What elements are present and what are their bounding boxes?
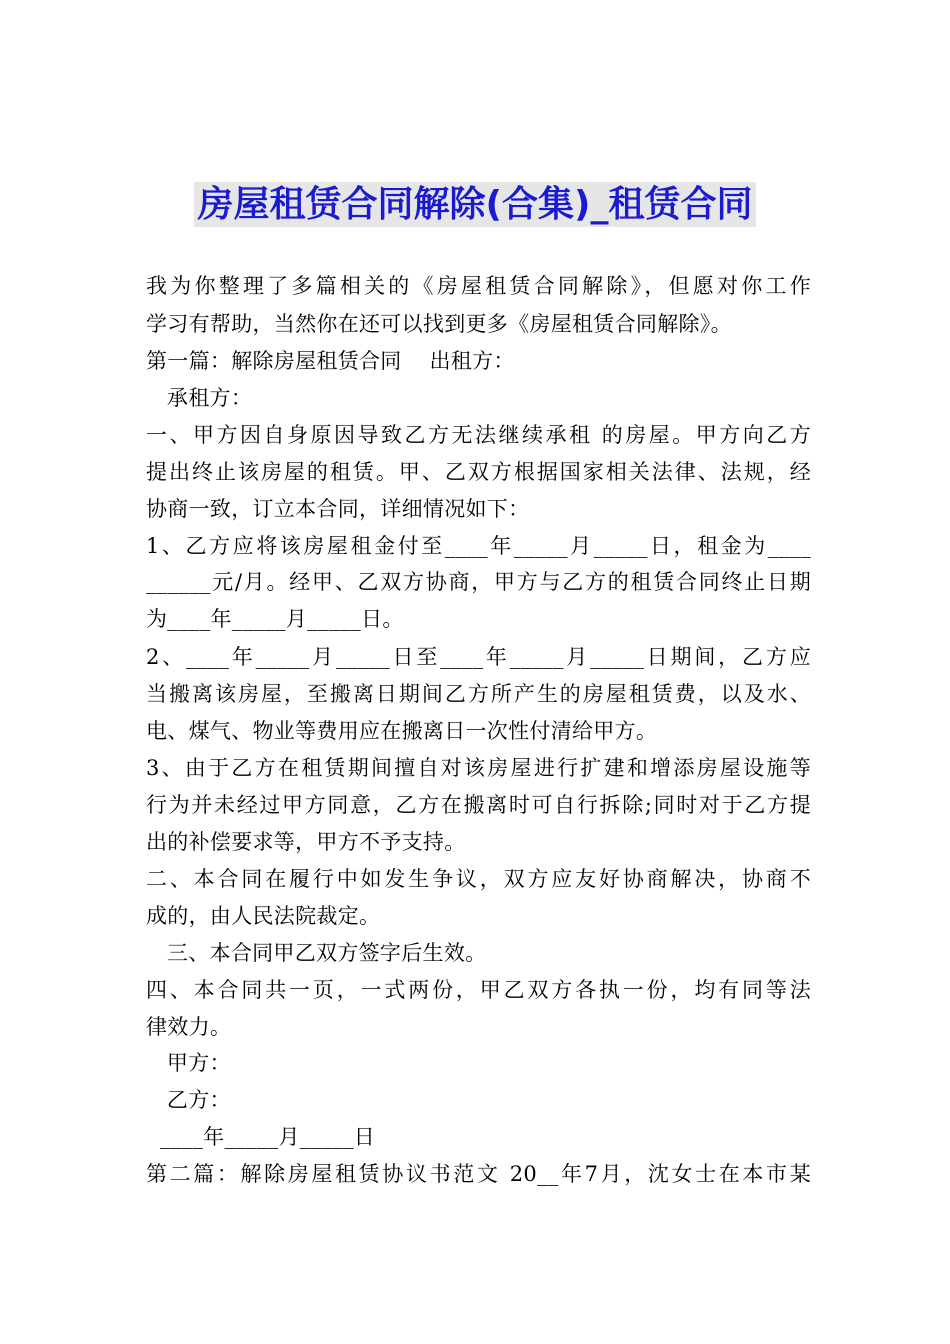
body-line: 成的，由人民法院裁定。 xyxy=(146,904,381,928)
body-line: 3、由于乙方在租赁期间擅自对该房屋进行扩建和增添房屋设施等 xyxy=(146,756,811,780)
body-line: 甲方： xyxy=(146,1051,231,1075)
body-line: 出的补偿要求等，甲方不予支持。 xyxy=(146,830,466,854)
body-line: 协商一致，订立本合同，详细情况如下： xyxy=(146,497,530,521)
body-line: 2、____年_____月_____日至____年_____月_____日期间，乙方应 xyxy=(146,645,811,669)
body-line: 提出终止该房屋的租赁。甲、乙双方根据国家相关法律、法规，经 xyxy=(146,460,811,484)
body-line: 第二篇：解除房屋租赁协议书范文 20__年7月，沈女士在本市某 xyxy=(146,1162,811,1186)
document-title xyxy=(0,176,950,227)
body-line: 行为并未经过甲方同意，乙方在搬离时可自行拆除;同时对于乙方提 xyxy=(146,793,811,817)
body-line: 我为你整理了多篇相关的《房屋租赁合同解除》，但愿对你工作 xyxy=(146,274,811,298)
body-line: 乙方： xyxy=(146,1088,231,1112)
body-line: 四、本合同共一页，一式两份，甲乙双方各执一份，均有同等法 xyxy=(146,978,811,1002)
body-line: 三、本合同甲乙双方签字后生效。 xyxy=(146,941,487,965)
body-line: 承租方： xyxy=(146,386,253,410)
body-line: 电、煤气、物业等费用应在搬离日一次性付清给甲方。 xyxy=(146,719,658,743)
body-line: 学习有帮助，当然你在还可以找到更多《房屋租赁合同解除》。 xyxy=(146,312,732,336)
body-line: 第一篇：解除房屋租赁合同 出租方： xyxy=(146,349,515,373)
body-line: 为____年_____月_____日。 xyxy=(146,607,404,631)
body-line: 二、本合同在履行中如发生争议，双方应友好协商解决，协商不 xyxy=(146,867,811,891)
body-line: 当搬离该房屋，至搬离日期间乙方所产生的房屋租赁费，以及水、 xyxy=(146,682,811,706)
body-line: 一、甲方因自身原因导致乙方无法继续承租 的房屋。甲方向乙方 xyxy=(146,423,811,447)
body-line: 1、乙方应将该房屋租金付至____年_____月_____日，租金为____ xyxy=(146,534,811,558)
document-title-text: 房屋租赁合同解除(合集)_租赁合同 xyxy=(194,182,757,227)
body-line: 律效力。 xyxy=(146,1015,232,1039)
body-line: ____年_____月_____日 xyxy=(146,1125,376,1149)
body-line: ______元/月。经甲、乙双方协商，甲方与乙方的租赁合同终止日期 xyxy=(146,570,811,594)
